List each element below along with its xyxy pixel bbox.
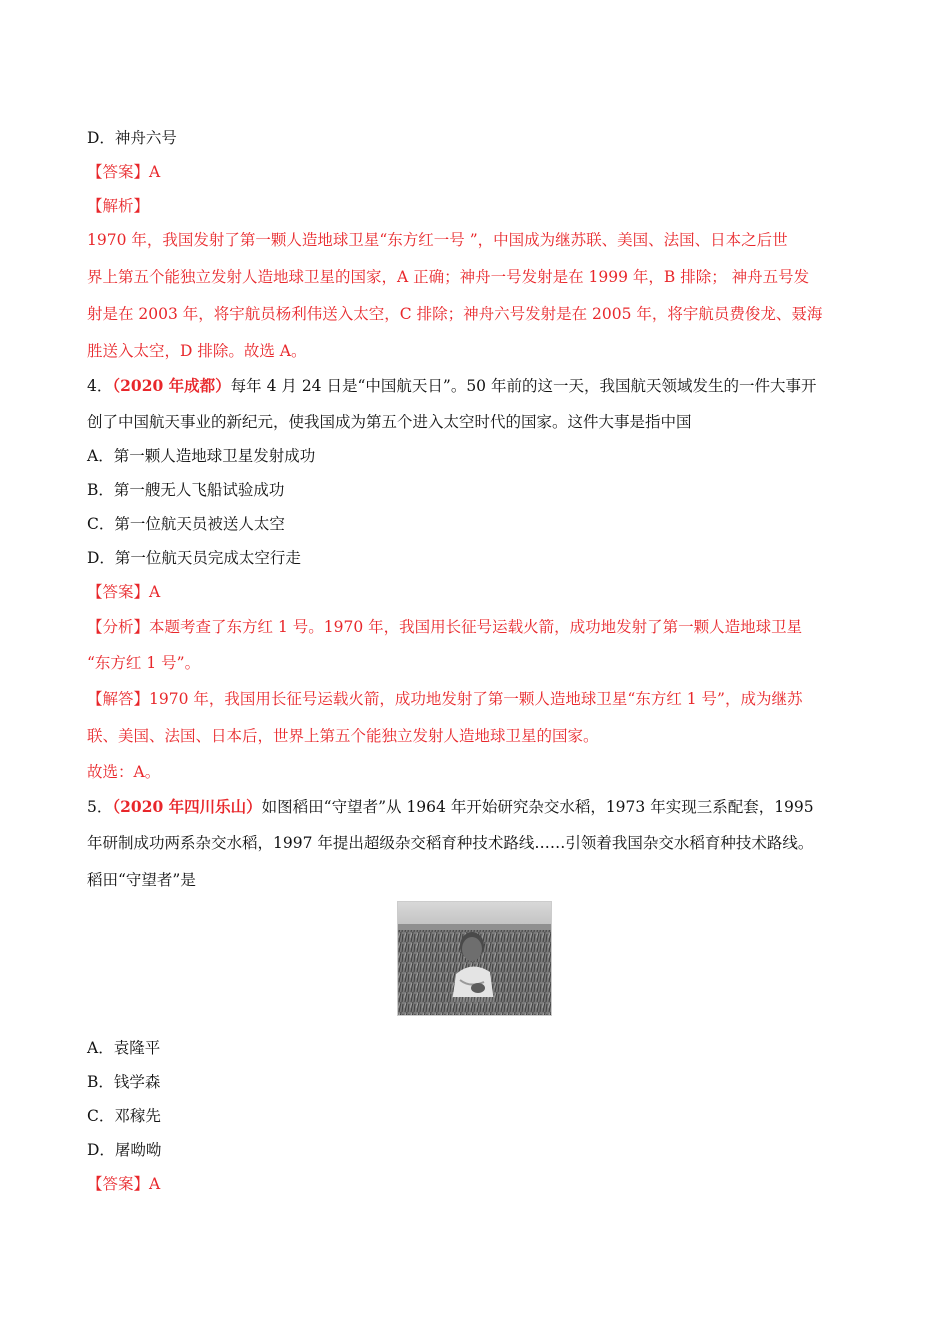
fenxi-text: 本题考查了东方红 1 号。1970 年，我国用长征号运载火箭，成功地发射了第一颗人造地球卫星 (149, 618, 803, 636)
answer-tag: 【答案】 (87, 163, 150, 181)
analysis-tag: 【解析】 (87, 197, 150, 215)
q4-option-c: C．第一位航天员被送人太空 (87, 515, 285, 533)
prev-option-d: D．神舟六号 (87, 129, 177, 147)
answer-tag: 【答案】 (87, 1175, 150, 1193)
q4-guxuan: 故选：A。 (87, 763, 161, 781)
q4-jieda-line2: 联、美国、法国、日本后，世界上第五个能独立发射人造地球卫星的国家。 (87, 727, 599, 745)
fenxi-tag: 【分析】 (87, 618, 150, 636)
jieda-tag: 【解答】 (87, 690, 150, 708)
analysis-line: 胜送入太空，D 排除。故选 A。 (87, 342, 307, 360)
q4-answer (87, 582, 160, 602)
jieda-text: 1970 年，我国用长征号运载火箭，成功地发射了第一颗人造地球卫星“东方红 1 号”，成为继苏 (149, 690, 803, 708)
answer-value: A (149, 163, 161, 181)
photo-graphic (398, 902, 552, 1016)
q4-option-a: A．第一颗人造地球卫星发射成功 (87, 447, 316, 465)
q4-fenxi-line1 (87, 617, 802, 637)
q4-jieda-line1 (87, 689, 802, 709)
q5-option-d: D．屠呦呦 (87, 1141, 162, 1159)
answer-value: A (149, 583, 161, 601)
answer-tag: 【答案】 (87, 583, 150, 601)
q5-number: 5． (87, 798, 113, 816)
q5-stem-line3: 稻田“守望者”是 (87, 871, 196, 889)
q5-stem-line1 (87, 797, 814, 817)
q5-source: （2020 年四川乐山） (112, 797, 262, 816)
q4-number: 4． (87, 377, 113, 395)
analysis-line: 射是在 2003 年，将宇航员杨利伟送入太空，C 排除；神舟六号发射是在 2005 年，将宇航员费俊龙、聂海 (87, 305, 823, 323)
analysis-line: 1970 年，我国发射了第一颗人造地球卫星“东方红一号 ”，中国成为继苏联、美国、法国、日本之后世 (87, 231, 788, 249)
q5-option-c: C．邓稼先 (87, 1107, 161, 1125)
q5-stem-text: 如图稻田“守望者”从 1964 年开始研究杂交水稻，1973 年实现三系配套，1995 (261, 798, 814, 816)
q4-stem-line2: 创了中国航天事业的新纪元，使我国成为第五个进入太空时代的国家。这件大事是指中国 (87, 413, 692, 431)
rice-field-photo (397, 901, 552, 1016)
q4-stem-line1 (87, 376, 816, 396)
q4-stem-text: 每年 4 月 24 日是“中国航天日”。50 年前的这一天，我国航天领域发生的一件大事开 (230, 377, 817, 395)
prev-answer (87, 162, 160, 182)
q4-fenxi-line2: “东方红 1 号”。 (87, 654, 201, 672)
answer-value: A (149, 1175, 161, 1193)
q5-option-a: A．袁隆平 (87, 1039, 161, 1057)
q5-stem-line2: 年研制成功两系杂交水稻，1997 年提出超级杂交稻育种技术路线……引领着我国杂交水稻育种技术路线。 (87, 834, 814, 852)
q4-option-b: B．第一艘无人飞船试验成功 (87, 481, 285, 499)
q5-answer (87, 1174, 160, 1194)
q5-option-b: B．钱学森 (87, 1073, 161, 1091)
q4-source: （2020 年成都） (112, 376, 231, 395)
q4-option-d: D．第一位航天员完成太空行走 (87, 549, 301, 567)
analysis-line: 界上第五个能独立发射人造地球卫星的国家，A 正确；神舟一号发射是在 1999 年，B 排除； 神舟五号发 (87, 268, 810, 286)
